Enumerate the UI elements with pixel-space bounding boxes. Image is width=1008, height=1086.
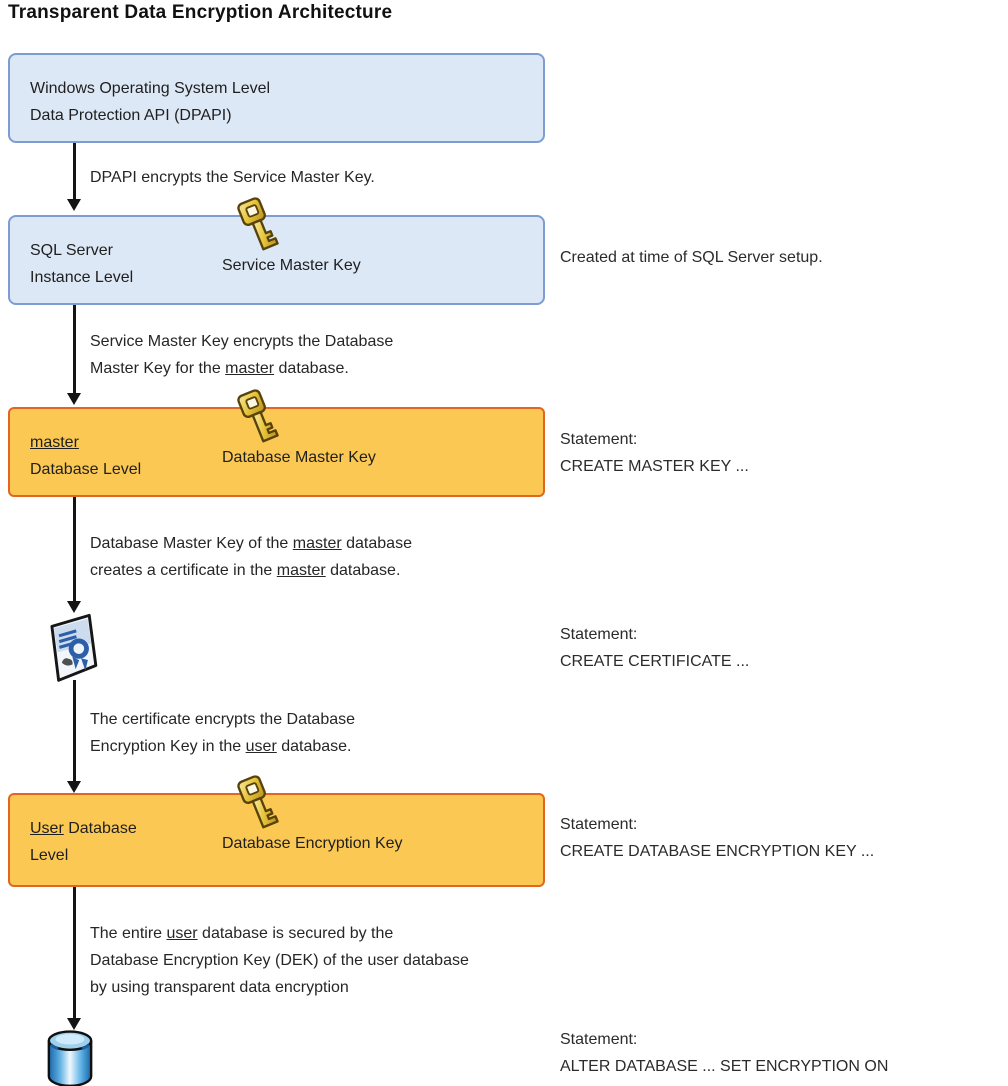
node-label-line2: Level — [30, 847, 69, 864]
edge-label-line: Master Key for the master database. — [90, 360, 349, 377]
statement-note-create-certificate — [560, 621, 1006, 675]
statement-value: CREATE DATABASE ENCRYPTION KEY ... — [560, 843, 875, 860]
arrow-down-icon — [67, 143, 81, 211]
statement-value: CREATE CERTIFICATE ... — [560, 653, 750, 670]
node-label-line1: master — [30, 434, 79, 451]
edge-label-dmk-creates-certificate — [90, 530, 412, 584]
edge-label-line: Encryption Key in the user database. — [90, 738, 352, 755]
database-encryption-key-label: Database Encryption Key — [222, 835, 403, 852]
arrow-down-icon — [67, 305, 81, 405]
statement-note-create-dek — [560, 811, 1006, 865]
edge-label-line: Database Master Key of the master database — [90, 535, 412, 552]
arrow-head — [67, 781, 81, 793]
statement-label: Statement: — [560, 1031, 638, 1048]
edge-label-line: Database Encryption Key (DEK) of the user database — [90, 952, 469, 969]
statement-label: Statement: — [560, 626, 638, 643]
node-windows-os-level — [8, 53, 545, 143]
node-label — [30, 429, 141, 483]
database-master-key-label: Database Master Key — [222, 449, 376, 466]
statement-note-create-master-key — [560, 426, 1006, 480]
arrow-head — [67, 199, 81, 211]
service-master-key-label: Service Master Key — [222, 257, 361, 274]
arrow-head — [67, 393, 81, 405]
arrow-down-icon — [67, 680, 81, 793]
arrow-shaft — [73, 680, 76, 783]
certificate-icon — [42, 606, 100, 688]
edge-label-dek-secures-database — [90, 920, 469, 1001]
edge-label-line: DPAPI encrypts the Service Master Key. — [90, 169, 375, 186]
edge-label-line: Service Master Key encrypts the Database — [90, 333, 394, 350]
node-label-line1: Windows Operating System Level — [30, 80, 271, 97]
edge-label-line: creates a certificate in the master database. — [90, 562, 401, 579]
statement-value: ALTER DATABASE ... SET ENCRYPTION ON — [560, 1058, 889, 1075]
node-label-line2: Instance Level — [30, 269, 134, 286]
edge-label-line: by using transparent data encryption — [90, 979, 349, 996]
arrow-shaft — [73, 497, 76, 603]
arrow-down-icon — [67, 497, 81, 613]
statement-value: CREATE MASTER KEY ... — [560, 458, 749, 475]
key-icon — [228, 194, 284, 256]
edge-label-certificate-encrypts-dek — [90, 706, 355, 760]
node-label-line2: Database Level — [30, 461, 142, 478]
arrow-shaft — [73, 143, 76, 201]
node-label-line2: Data Protection API (DPAPI) — [30, 107, 232, 124]
statement-label: Statement: — [560, 431, 638, 448]
statement-label: Statement: — [560, 816, 638, 833]
node-label-line1: User Database — [30, 820, 137, 837]
key-icon — [228, 386, 284, 448]
key-icon — [228, 772, 284, 834]
edge-label-dpapi-encrypts — [90, 164, 375, 191]
edge-label-line: The certificate encrypts the Database — [90, 711, 356, 728]
statement-note-alter-database — [560, 1026, 1006, 1080]
edge-label-smk-encrypts-dmk — [90, 328, 393, 382]
database-cylinder-icon — [45, 1028, 95, 1086]
setup-note: Created at time of SQL Server setup. — [560, 249, 823, 266]
arrow-down-icon — [67, 887, 81, 1030]
page-title: Transparent Data Encryption Architecture — [8, 2, 393, 23]
arrow-shaft — [73, 305, 76, 395]
node-label-line1: SQL Server — [30, 242, 113, 259]
arrow-shaft — [73, 887, 76, 1020]
node-label — [30, 815, 137, 869]
node-label — [30, 237, 133, 291]
edge-label-line: The entire user database is secured by the — [90, 925, 394, 942]
node-label — [30, 75, 270, 129]
